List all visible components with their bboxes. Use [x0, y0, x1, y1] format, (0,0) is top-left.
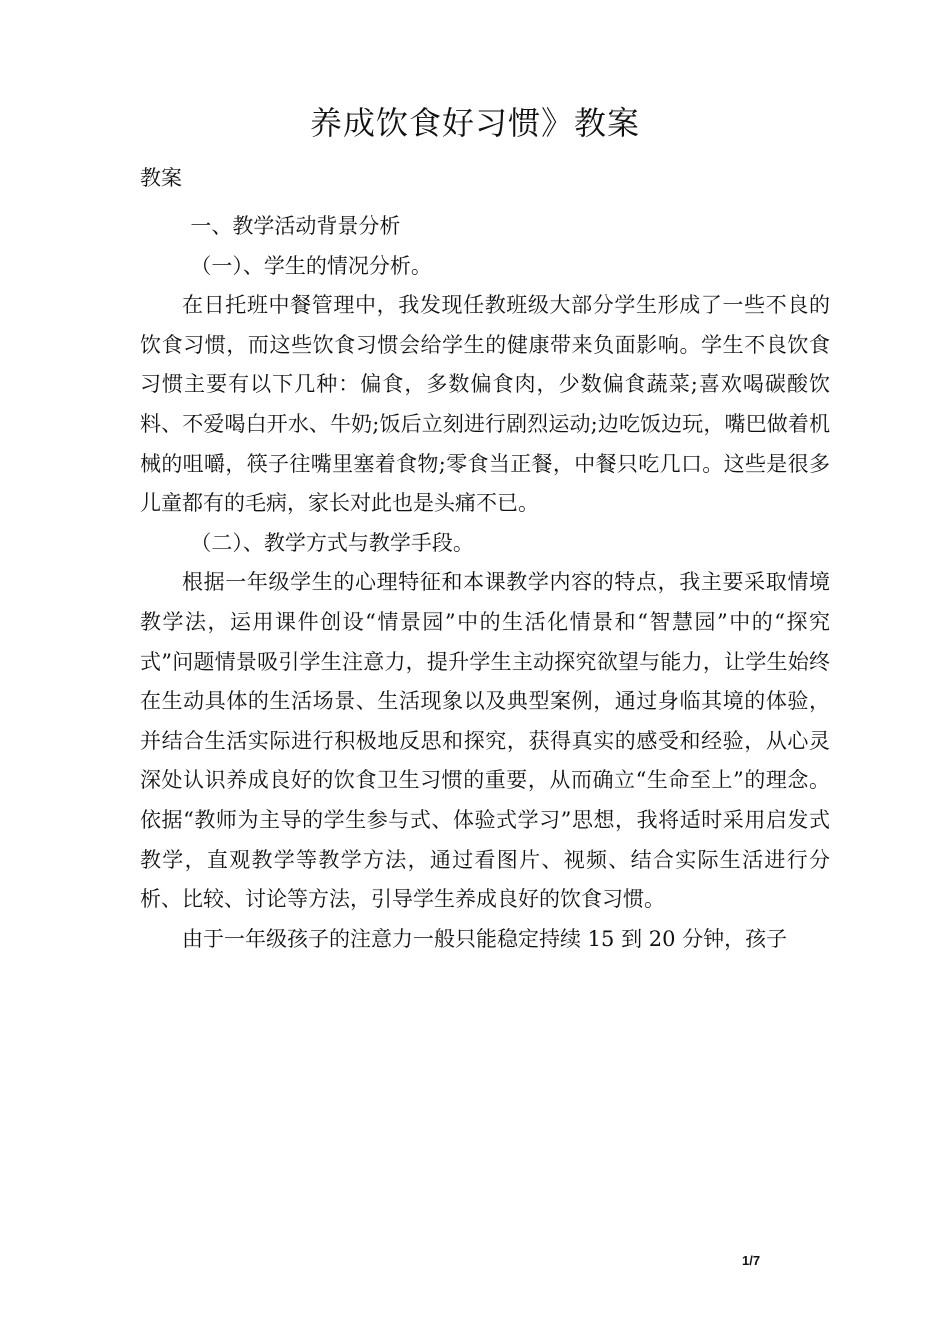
- paragraph-attention-span: 由于一年级孩子的注意力一般只能稳定持续 15 到 20 分钟，孩子: [182, 926, 788, 951]
- document-title: 养成饮食好习惯》教案: [309, 104, 640, 142]
- page-number: 1/7: [742, 1253, 761, 1268]
- paragraph-teaching-methods: 根据一年级学生的心理特征和本课教学内容的特点，我主要采取情境教学法，运用课件创设“情景园”中的生活化情景和“智慧园”中的“探究式”问题情景吸引学生注意力，提升学生主动探究欲望与能力，让学生始终在生动具体的生活场景、生活现象以及典型案例，通过身临其境的体验，并结合生活实际进行积极地反思和探究，获得真实的感受和经验，从心灵深处认识养成良好的饮食卫生习惯的重要，从而确立“生命至上”的理念。依据“教师为主导的学生参与式、体验式学习”思想，我将适时采用启发式教学，直观教学等教学方法，通过看图片、视频、结合实际生活进行分析、比较、讨论等方法，引导学生养成良好的饮食习惯。: [140, 570, 830, 912]
- section-heading-student-analysis: （一）、学生的情况分析。: [190, 253, 432, 278]
- section-heading-teaching-methods: （二）、教学方式与教学手段。: [190, 530, 474, 555]
- section-heading-background: 一、教学活动背景分析: [190, 214, 401, 238]
- document-label: 教案: [140, 166, 182, 190]
- paragraph-student-habits: 在日托班中餐管理中，我发现任教班级大部分学生形成了一些不良的饮食习惯，而这些饮食习惯会给学生的健康带来负面影响。学生不良饮食习惯主要有以下几种：偏食，多数偏食肉，少数偏食蔬菜;喜欢喝碳酸饮料、不爱喝白开水、牛奶;饭后立刻进行剧烈运动;边吃饭边玩，嘴巴做着机械的咀嚼，筷子往嘴里塞着食物;零食当正餐，中餐只吃几口。这些是很多儿童都有的毛病，家长对此也是头痛不已。: [140, 293, 830, 516]
- document-body: [140, 207, 830, 959]
